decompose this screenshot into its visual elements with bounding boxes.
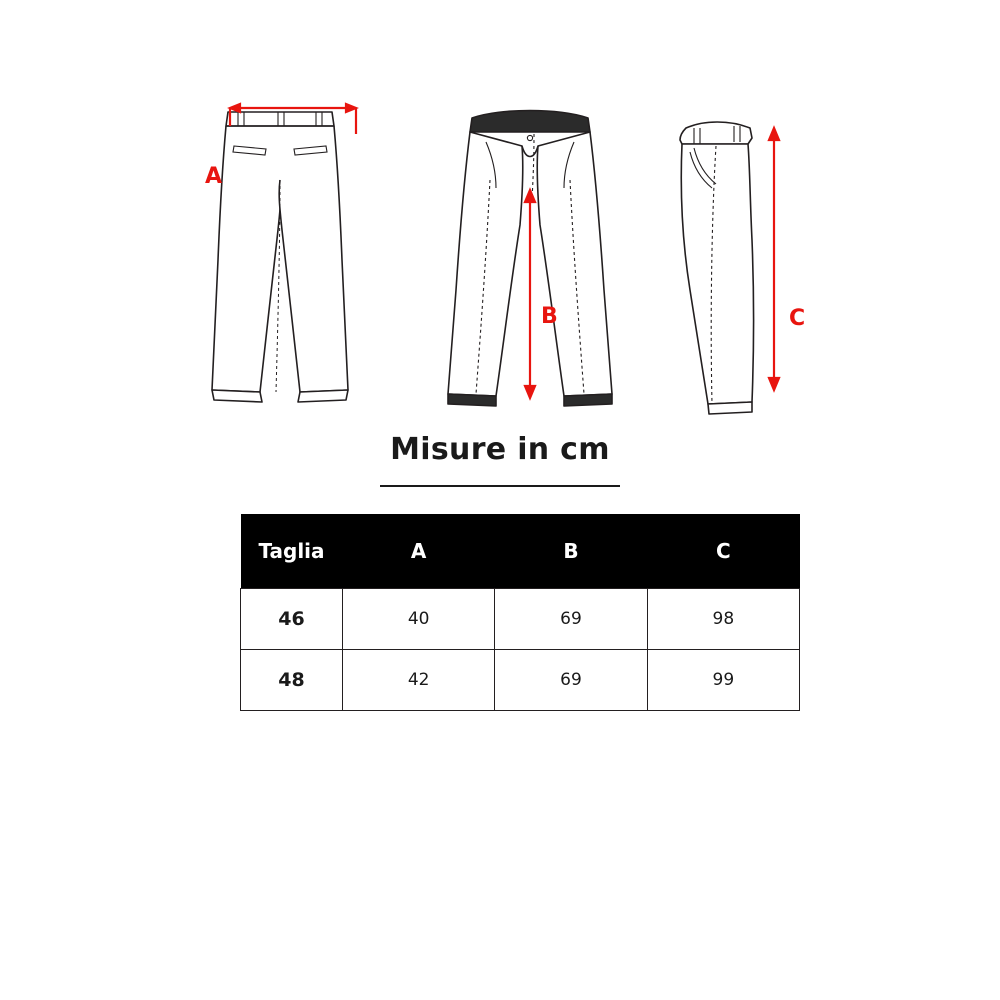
header-a: A xyxy=(343,514,495,589)
size-table xyxy=(240,514,800,711)
illustrations-group xyxy=(0,60,1000,420)
cell-b: 69 xyxy=(495,589,647,650)
cell-c: 98 xyxy=(647,589,799,650)
measure-label-c: C xyxy=(789,306,806,331)
table-header-row xyxy=(241,514,800,589)
cell-a: 40 xyxy=(343,589,495,650)
trousers-back-view xyxy=(430,60,630,424)
page-title: Misure in cm xyxy=(390,432,610,467)
cell-size: 46 xyxy=(241,589,343,650)
title-block xyxy=(0,432,1000,487)
header-taglia: Taglia xyxy=(241,514,343,589)
table-row xyxy=(241,589,800,650)
cell-a: 42 xyxy=(343,650,495,711)
cell-size: 48 xyxy=(241,650,343,711)
title-divider xyxy=(380,485,620,487)
header-b: B xyxy=(495,514,647,589)
measure-label-a: A xyxy=(205,164,223,189)
header-c: C xyxy=(647,514,799,589)
measure-label-b: B xyxy=(541,304,559,329)
trousers-front-view xyxy=(190,60,390,424)
cell-b: 69 xyxy=(495,650,647,711)
size-table-body xyxy=(241,589,800,711)
table-row xyxy=(241,650,800,711)
cell-c: 99 xyxy=(647,650,799,711)
size-table-head xyxy=(241,514,800,589)
trousers-side-view xyxy=(660,60,860,424)
size-table-wrapper xyxy=(240,514,800,711)
